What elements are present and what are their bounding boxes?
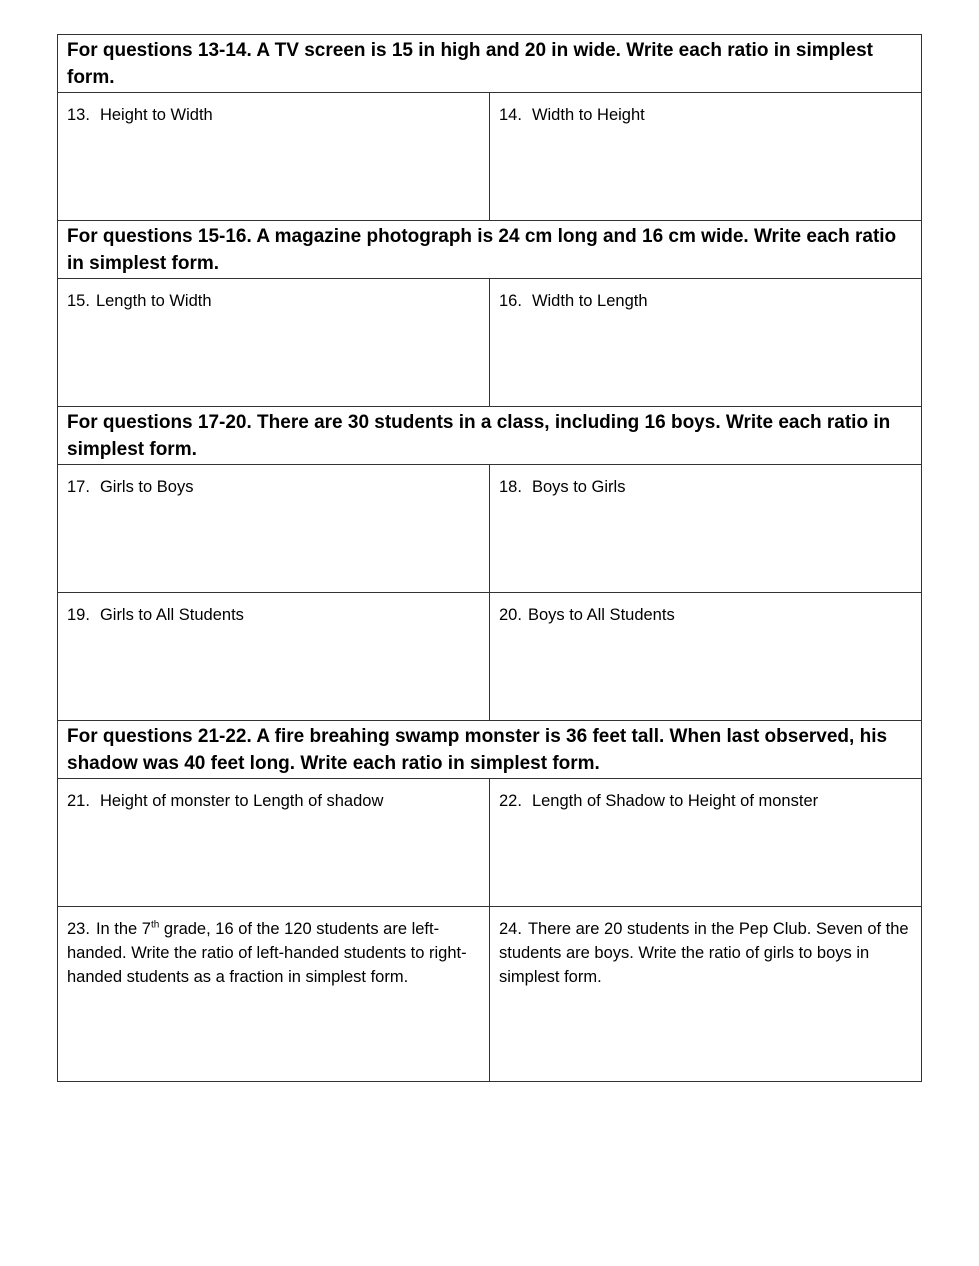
question-number: 23. xyxy=(67,920,90,938)
section-header: For questions 15-16. A magazine photograph is 24 cm long and 16 cm wide. Write each ratio in simplest form. xyxy=(58,221,922,279)
section-header-row xyxy=(58,221,922,279)
question-number: 14. xyxy=(499,106,522,124)
section-header: For questions 13-14. A TV screen is 15 in high and 20 in wide. Write each ratio in simplest form. xyxy=(58,35,922,93)
question-15 xyxy=(58,279,490,407)
question-number: 13. xyxy=(67,106,90,124)
question-text: Boys to All Students xyxy=(527,606,675,624)
question-number: 20. xyxy=(499,606,522,624)
question-row xyxy=(58,279,922,407)
question-16 xyxy=(490,279,922,407)
question-24 xyxy=(490,907,922,1082)
question-row xyxy=(58,779,922,907)
question-text: Width to Length xyxy=(531,292,648,310)
question-23 xyxy=(58,907,490,1082)
question-text: grade, 16 of the 120 students are left-handed. Write the ratio of left-handed students to right-handed students as a fraction in simplest form. xyxy=(67,920,467,986)
ordinal-suffix: th xyxy=(150,919,160,931)
question-number: 16. xyxy=(499,292,522,310)
question-text: Height of monster to Length of shadow xyxy=(99,792,384,810)
question-22 xyxy=(490,779,922,907)
question-number: 18. xyxy=(499,478,522,496)
question-text: Height to Width xyxy=(99,106,213,124)
question-number: 15. xyxy=(67,292,90,310)
question-18 xyxy=(490,465,922,593)
question-number: 22. xyxy=(499,792,522,810)
question-number: 24. xyxy=(499,920,522,938)
question-13 xyxy=(58,93,490,221)
question-text: Girls to All Students xyxy=(99,606,244,624)
question-text: There are 20 students in the Pep Club. Seven of the students are boys. Write the ratio of girls to boys in simplest form. xyxy=(499,920,909,986)
question-text: Girls to Boys xyxy=(99,478,194,496)
question-row xyxy=(58,907,922,1082)
section-header-row xyxy=(58,407,922,465)
question-21 xyxy=(58,779,490,907)
question-row xyxy=(58,593,922,721)
section-header-row xyxy=(58,721,922,779)
question-text: Width to Height xyxy=(531,106,645,124)
question-text: Boys to Girls xyxy=(531,478,626,496)
question-text: In the 7 xyxy=(95,920,151,938)
question-17 xyxy=(58,465,490,593)
worksheet-table xyxy=(57,34,922,1082)
question-19 xyxy=(58,593,490,721)
question-text: Length to Width xyxy=(95,292,212,310)
question-number: 19. xyxy=(67,606,90,624)
question-number: 17. xyxy=(67,478,90,496)
question-text: Length of Shadow to Height of monster xyxy=(531,792,819,810)
question-14 xyxy=(490,93,922,221)
question-number: 21. xyxy=(67,792,90,810)
section-header: For questions 21-22. A fire breahing swamp monster is 36 feet tall. When last observed, his shadow was 40 feet long. Write each ratio in simplest form. xyxy=(58,721,922,779)
section-header: For questions 17-20. There are 30 students in a class, including 16 boys. Write each ratio in simplest form. xyxy=(58,407,922,465)
question-20 xyxy=(490,593,922,721)
section-header-row xyxy=(58,35,922,93)
question-row xyxy=(58,465,922,593)
question-row xyxy=(58,93,922,221)
